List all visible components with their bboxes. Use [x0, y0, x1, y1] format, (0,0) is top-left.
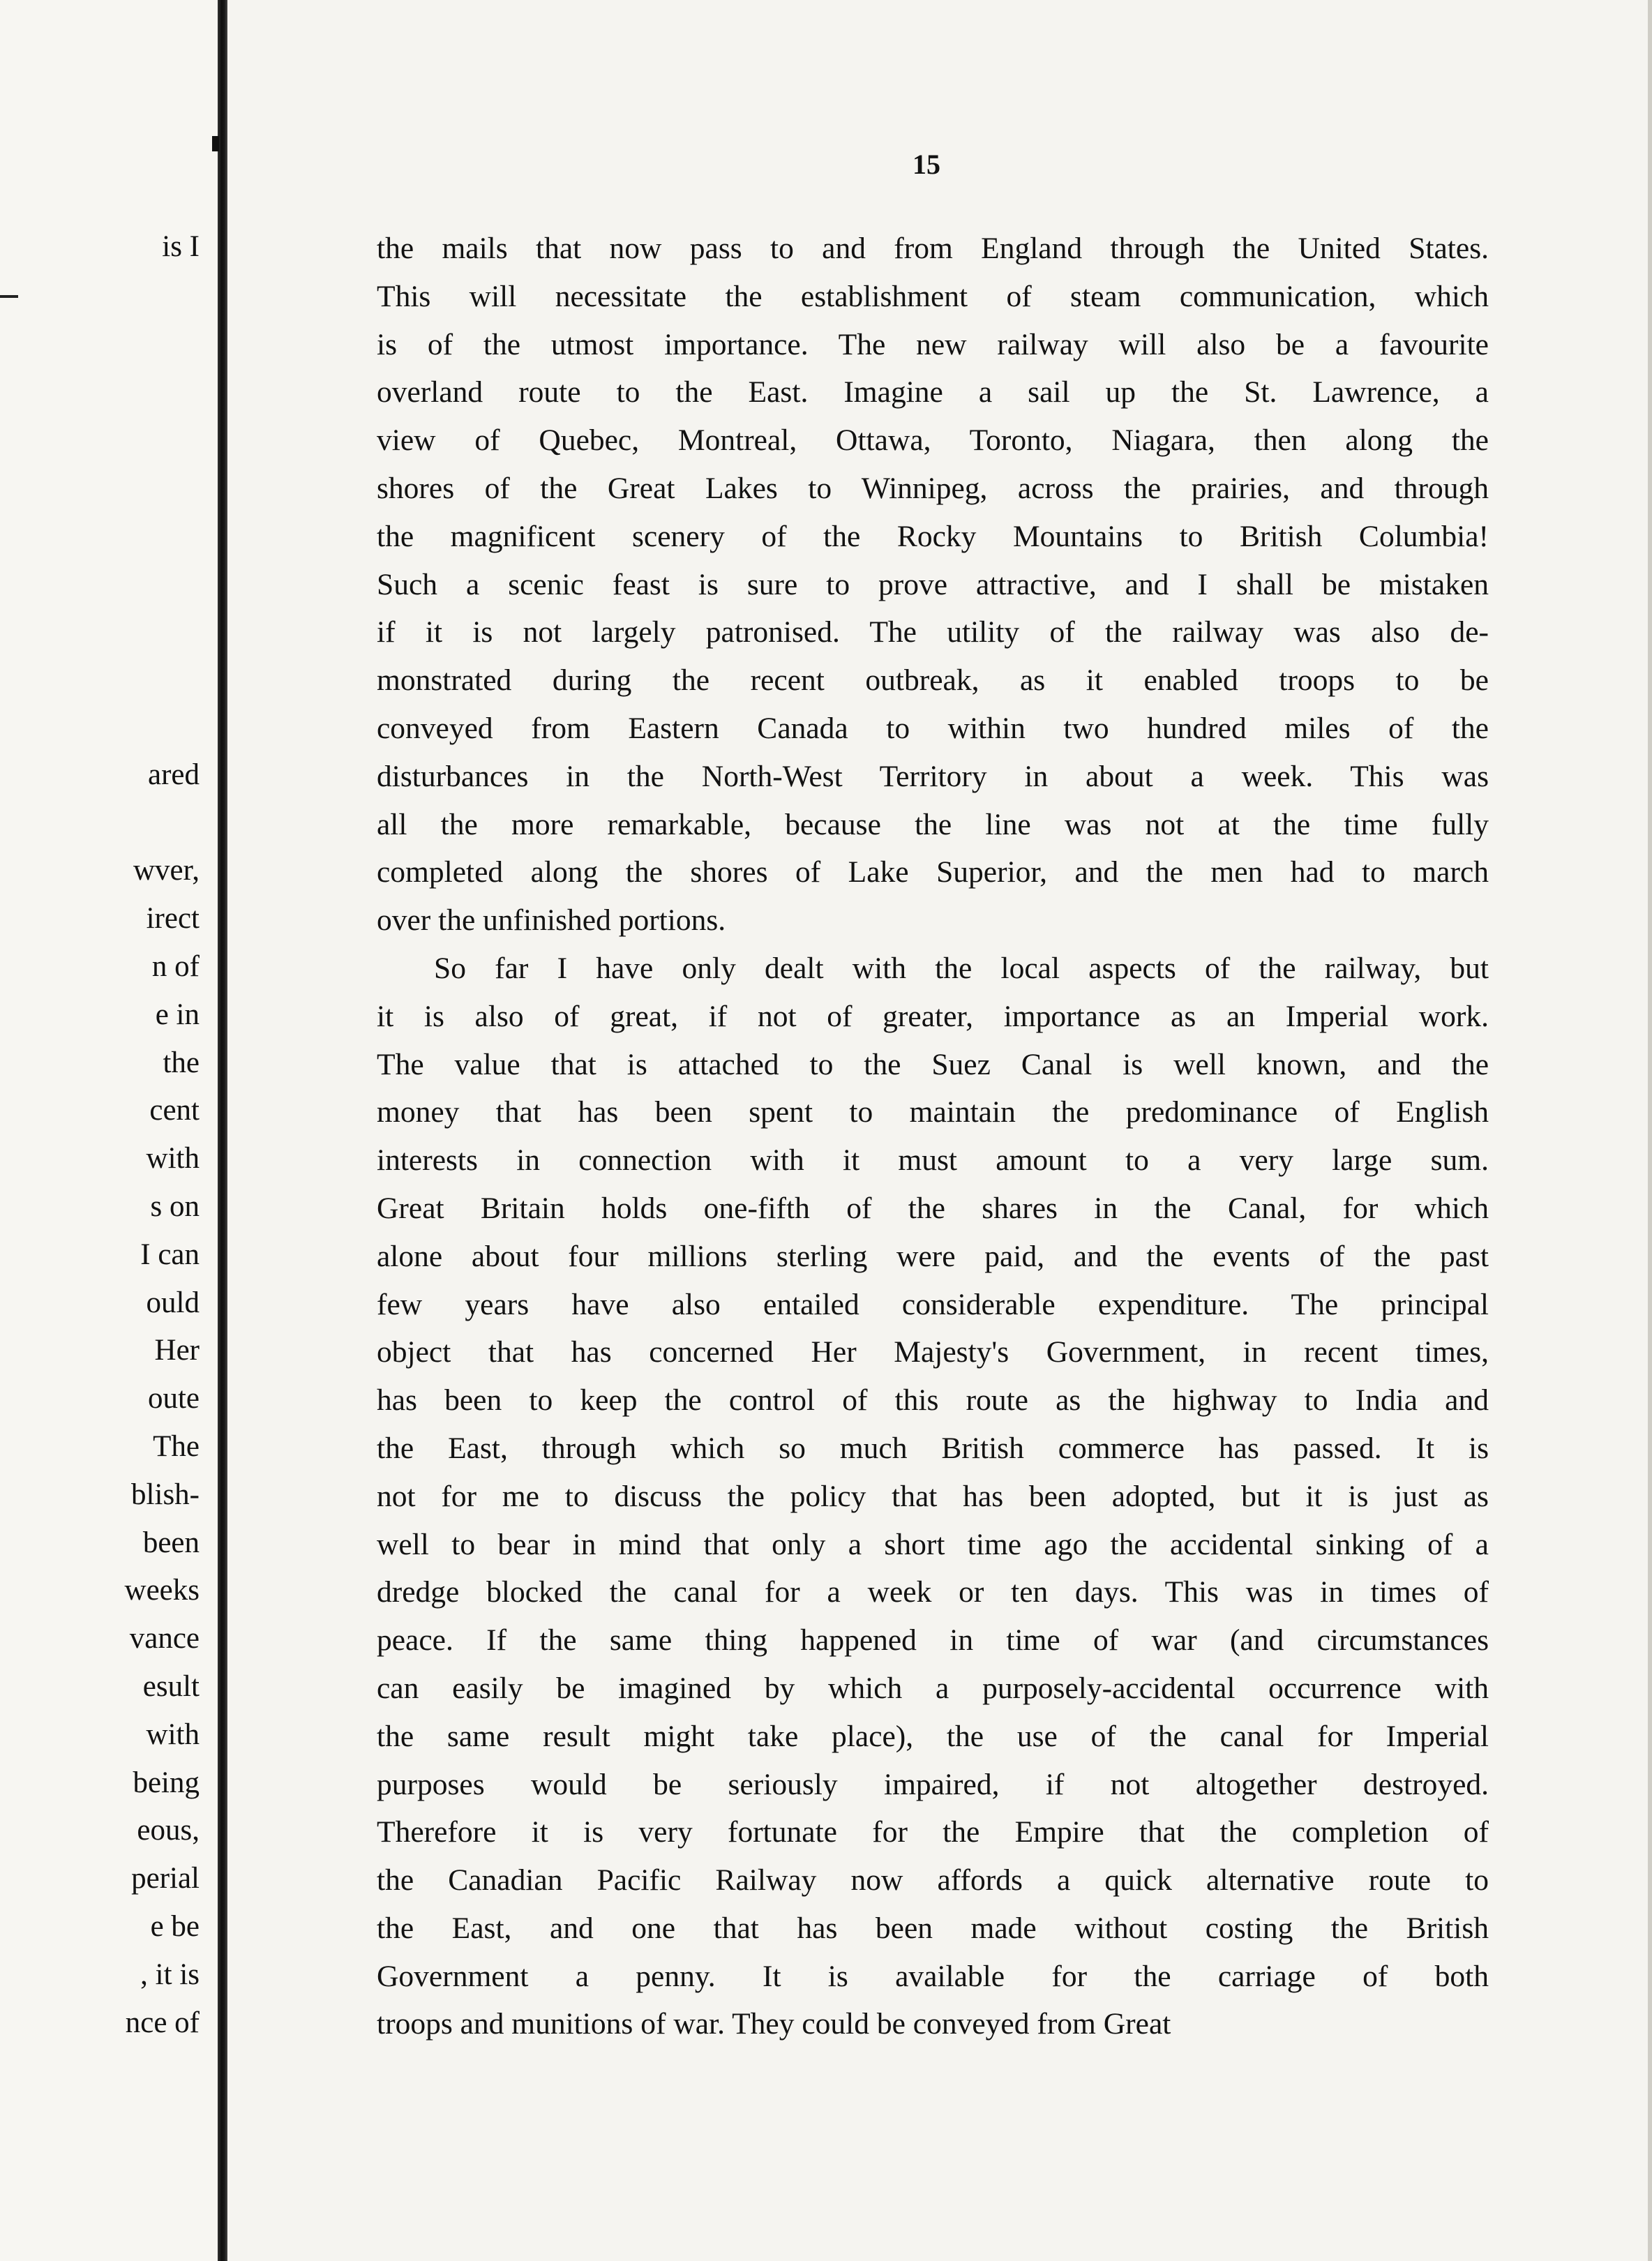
text-line: the East, through which so much British commerce has passed. It is: [377, 1431, 1489, 1465]
left-page-text: vance: [129, 1622, 200, 1655]
text-line: completed along the shores of Lake Superior, and the men had to march: [377, 855, 1489, 889]
text-line: Therefore it is very fortunate for the Empire that the completion of: [377, 1815, 1489, 1849]
left-page-fragment: [0, 0, 220, 2261]
text-line: over the unfinished portions.: [377, 903, 726, 938]
text-line: view of Quebec, Montreal, Ottawa, Toronto, Niagara, then along the: [377, 423, 1489, 458]
text-line: conveyed from Eastern Canada to within two hundred miles of the: [377, 711, 1489, 745]
left-page-text: weeks: [124, 1574, 200, 1607]
text-line: The value that is attached to the Suez Canal is well known, and the: [377, 1047, 1489, 1081]
text-line: the same result might take place), the use of the canal for Imperial: [377, 1719, 1489, 1753]
text-line: the Canadian Pacific Railway now affords a quick alternative route to: [377, 1863, 1489, 1898]
text-line: Great Britain holds one-fifth of the shares in the Canal, for which: [377, 1191, 1489, 1225]
text-line: troops and munitions of war. They could be conveyed from Great: [377, 2007, 1171, 2041]
text-line: Government a penny. It is available for the carriage of both: [377, 1959, 1489, 1993]
left-page-text: with: [146, 1142, 200, 1175]
left-page-text: blish-: [131, 1478, 200, 1511]
page-number: 15: [913, 149, 940, 180]
text-line: money that has been spent to maintain the predominance of English: [377, 1095, 1489, 1129]
left-page-text: the: [163, 1046, 200, 1079]
left-page-text: I can: [140, 1238, 200, 1271]
text-line: shores of the Great Lakes to Winnipeg, across the prairies, and through: [377, 471, 1489, 505]
left-page-text: e be: [150, 1910, 200, 1943]
left-page-text: wver,: [133, 854, 200, 887]
left-page-text: irect: [146, 902, 200, 936]
left-page-text: n of: [151, 950, 200, 983]
text-line: So far I have only dealt with the local aspects of the railway, but: [434, 951, 1489, 985]
left-page-rule: [0, 295, 18, 298]
text-line: disturbances in the North-West Territory in about a week. This was: [377, 759, 1489, 793]
left-page-text: The: [153, 1430, 200, 1463]
text-line: dredge blocked the canal for a week or ten days. This was in times of: [377, 1575, 1489, 1609]
left-page-text: is I: [162, 230, 200, 263]
page-edge: [1648, 0, 1652, 2261]
text-line: purposes would be seriously impaired, if not altogether destroyed.: [377, 1767, 1489, 1801]
text-line: interests in connection with it must amount to a very large sum.: [377, 1143, 1489, 1178]
left-page-text: , it is: [140, 1958, 200, 1991]
left-page-text: been: [142, 1526, 200, 1559]
body-text: [377, 225, 1489, 2048]
text-line: the magnificent scenery of the Rocky Mountains to British Columbia!: [377, 519, 1489, 553]
gutter-notch: [212, 136, 219, 151]
left-page-text: oute: [147, 1382, 200, 1415]
text-line: all the more remarkable, because the line was not at the time fully: [377, 807, 1489, 841]
text-line: alone about four millions sterling were paid, and the events of the past: [377, 1239, 1489, 1273]
left-page-text: e in: [155, 998, 200, 1031]
text-line: not for me to discuss the policy that has been adopted, but it is just as: [377, 1479, 1489, 1513]
text-line: it is also of great, if not of greater, importance as an Imperial work.: [377, 999, 1489, 1033]
left-page-text: perial: [131, 1862, 200, 1895]
text-line: object that has concerned Her Majesty's Government, in recent times,: [377, 1335, 1489, 1369]
left-page-text: nce of: [125, 2006, 200, 2039]
text-line: can easily be imagined by which a purposely-accidental occurrence with: [377, 1671, 1489, 1705]
text-line: This will necessitate the establishment of steam communication, which: [377, 279, 1489, 313]
left-page-text: ould: [146, 1286, 200, 1319]
text-line: has been to keep the control of this route as the highway to India and: [377, 1383, 1489, 1418]
text-line: monstrated during the recent outbreak, as it enabled troops to be: [377, 663, 1489, 698]
text-line: well to bear in mind that only a short time ago the accidental sinking of a: [377, 1527, 1489, 1561]
left-page-text: esult: [142, 1670, 200, 1703]
text-line: if it is not largely patronised. The utility of the railway was also de-: [377, 615, 1489, 649]
left-page-text: with: [146, 1718, 200, 1751]
text-line: the East, and one that has been made without costing the British: [377, 1911, 1489, 1945]
text-line: overland route to the East. Imagine a sail up the St. Lawrence, a: [377, 375, 1489, 410]
text-line: is of the utmost importance. The new railway will also be a favourite: [377, 327, 1489, 361]
page-gutter: [218, 0, 227, 2261]
left-page-text: cent: [149, 1094, 200, 1127]
text-line: peace. If the same thing happened in time of war (and circumstances: [377, 1623, 1489, 1658]
text-line: Such a scenic feast is sure to prove attractive, and I shall be mistaken: [377, 567, 1489, 601]
text-line: few years have also entailed considerable expenditure. The principal: [377, 1287, 1489, 1321]
text-line: the mails that now pass to and from England through the United States.: [377, 232, 1489, 265]
left-page-text: s on: [150, 1190, 200, 1223]
left-page-text: Her: [154, 1334, 200, 1367]
left-page-text: being: [133, 1766, 200, 1799]
left-page-text: eous,: [137, 1814, 200, 1847]
left-page-text: ared: [148, 758, 200, 791]
